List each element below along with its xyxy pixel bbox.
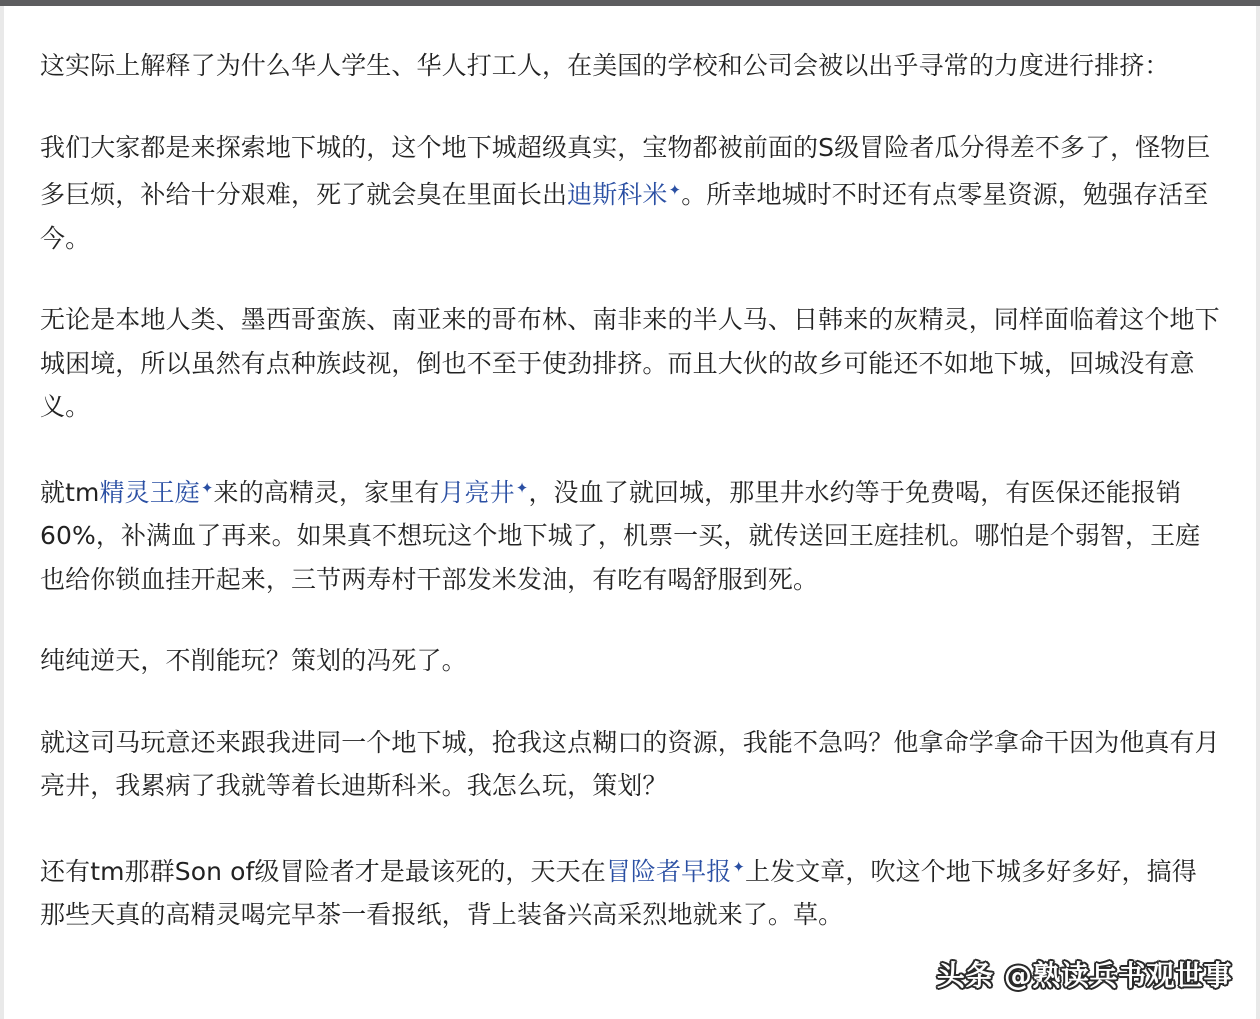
watermark: 头条 @熟读兵书观世事 <box>936 959 1232 992</box>
paragraph-4 <box>40 467 1220 602</box>
right-border <box>1256 6 1260 1019</box>
paragraph-4-text-b: 来的高精灵，家里有 <box>213 477 440 507</box>
paragraph-7 <box>40 846 1220 937</box>
paragraph-1-text: 这实际上解释了为什么华人学生、华人打工人，在美国的学校和公司会被以出乎寻常的力度进行排挤： <box>40 51 1170 80</box>
link-disco-rice[interactable]: 迪斯科米 <box>567 180 668 209</box>
paragraph-7-text-a: 还有tm那群Son of级冒险者才是最该死的，天天在 <box>40 856 606 886</box>
paragraph-1 <box>40 44 1220 88</box>
article-body <box>40 44 1220 975</box>
link-elf-court[interactable]: 精灵王庭 <box>99 477 200 507</box>
paragraph-4-text-c: ，没血了就回城，那里井水约等于免费喝，有医保还能报销60%，补满血了再来。如果真不想玩这个地下城了，机票一买，就传送回王庭挂机。哪怕是个弱智，王庭也给你锁血挂开起来，三节两寿村干部发米发油，有吃有喝舒服到死。 <box>40 477 1201 594</box>
top-bar <box>0 0 1260 6</box>
sparkle-icon: ✦ <box>668 181 682 199</box>
left-border <box>0 6 4 1019</box>
paragraph-4-text-a: 就tm <box>40 477 100 507</box>
paragraph-6 <box>40 721 1220 808</box>
sparkle-icon: ✦ <box>732 857 745 876</box>
link-adventurer-daily[interactable]: 冒险者早报 <box>605 856 732 886</box>
paragraph-7-text-b: 上发文章，吹这个地下城多好多好，搞得那些天真的高精灵喝完早茶一看报纸，背上装备兴高采烈地就来了。草。 <box>40 856 1197 929</box>
paragraph-2-text-b: 。所幸地城时不时还有点零星资源，勉强存活至今。 <box>40 180 1209 253</box>
paragraph-5 <box>40 639 1220 683</box>
link-moon-well[interactable]: 月亮井 <box>439 477 515 507</box>
sparkle-icon: ✦ <box>515 478 529 497</box>
paragraph-3 <box>40 298 1220 429</box>
paragraph-2 <box>40 126 1220 261</box>
paragraph-2-text-a: 我们大家都是来探索地下城的，这个地下城超级真实，宝物都被前面的S级冒险者瓜分得差不多了，怪物巨多巨烦，补给十分艰难，死了就会臭在里面长出 <box>40 132 1211 209</box>
paragraph-5-text: 纯纯逆天，不削能玩？策划的冯死了。 <box>40 646 467 675</box>
paragraph-3-text: 无论是本地人类、墨西哥蛮族、南亚来的哥布林、南非来的半人马、日韩来的灰精灵，同样面临着这个地下城困境，所以虽然有点种族歧视，倒也不至于使劲排挤。而且大伙的故乡可能还不如地下城，回城没有意义。 <box>40 305 1220 421</box>
sparkle-icon: ✦ <box>200 478 214 497</box>
paragraph-6-text: 就这司马玩意还来跟我进同一个地下城，抢我这点糊口的资源，我能不急吗？他拿命学拿命干因为他真有月亮井，我累病了我就等着长迪斯科米。我怎么玩，策划？ <box>40 727 1220 800</box>
